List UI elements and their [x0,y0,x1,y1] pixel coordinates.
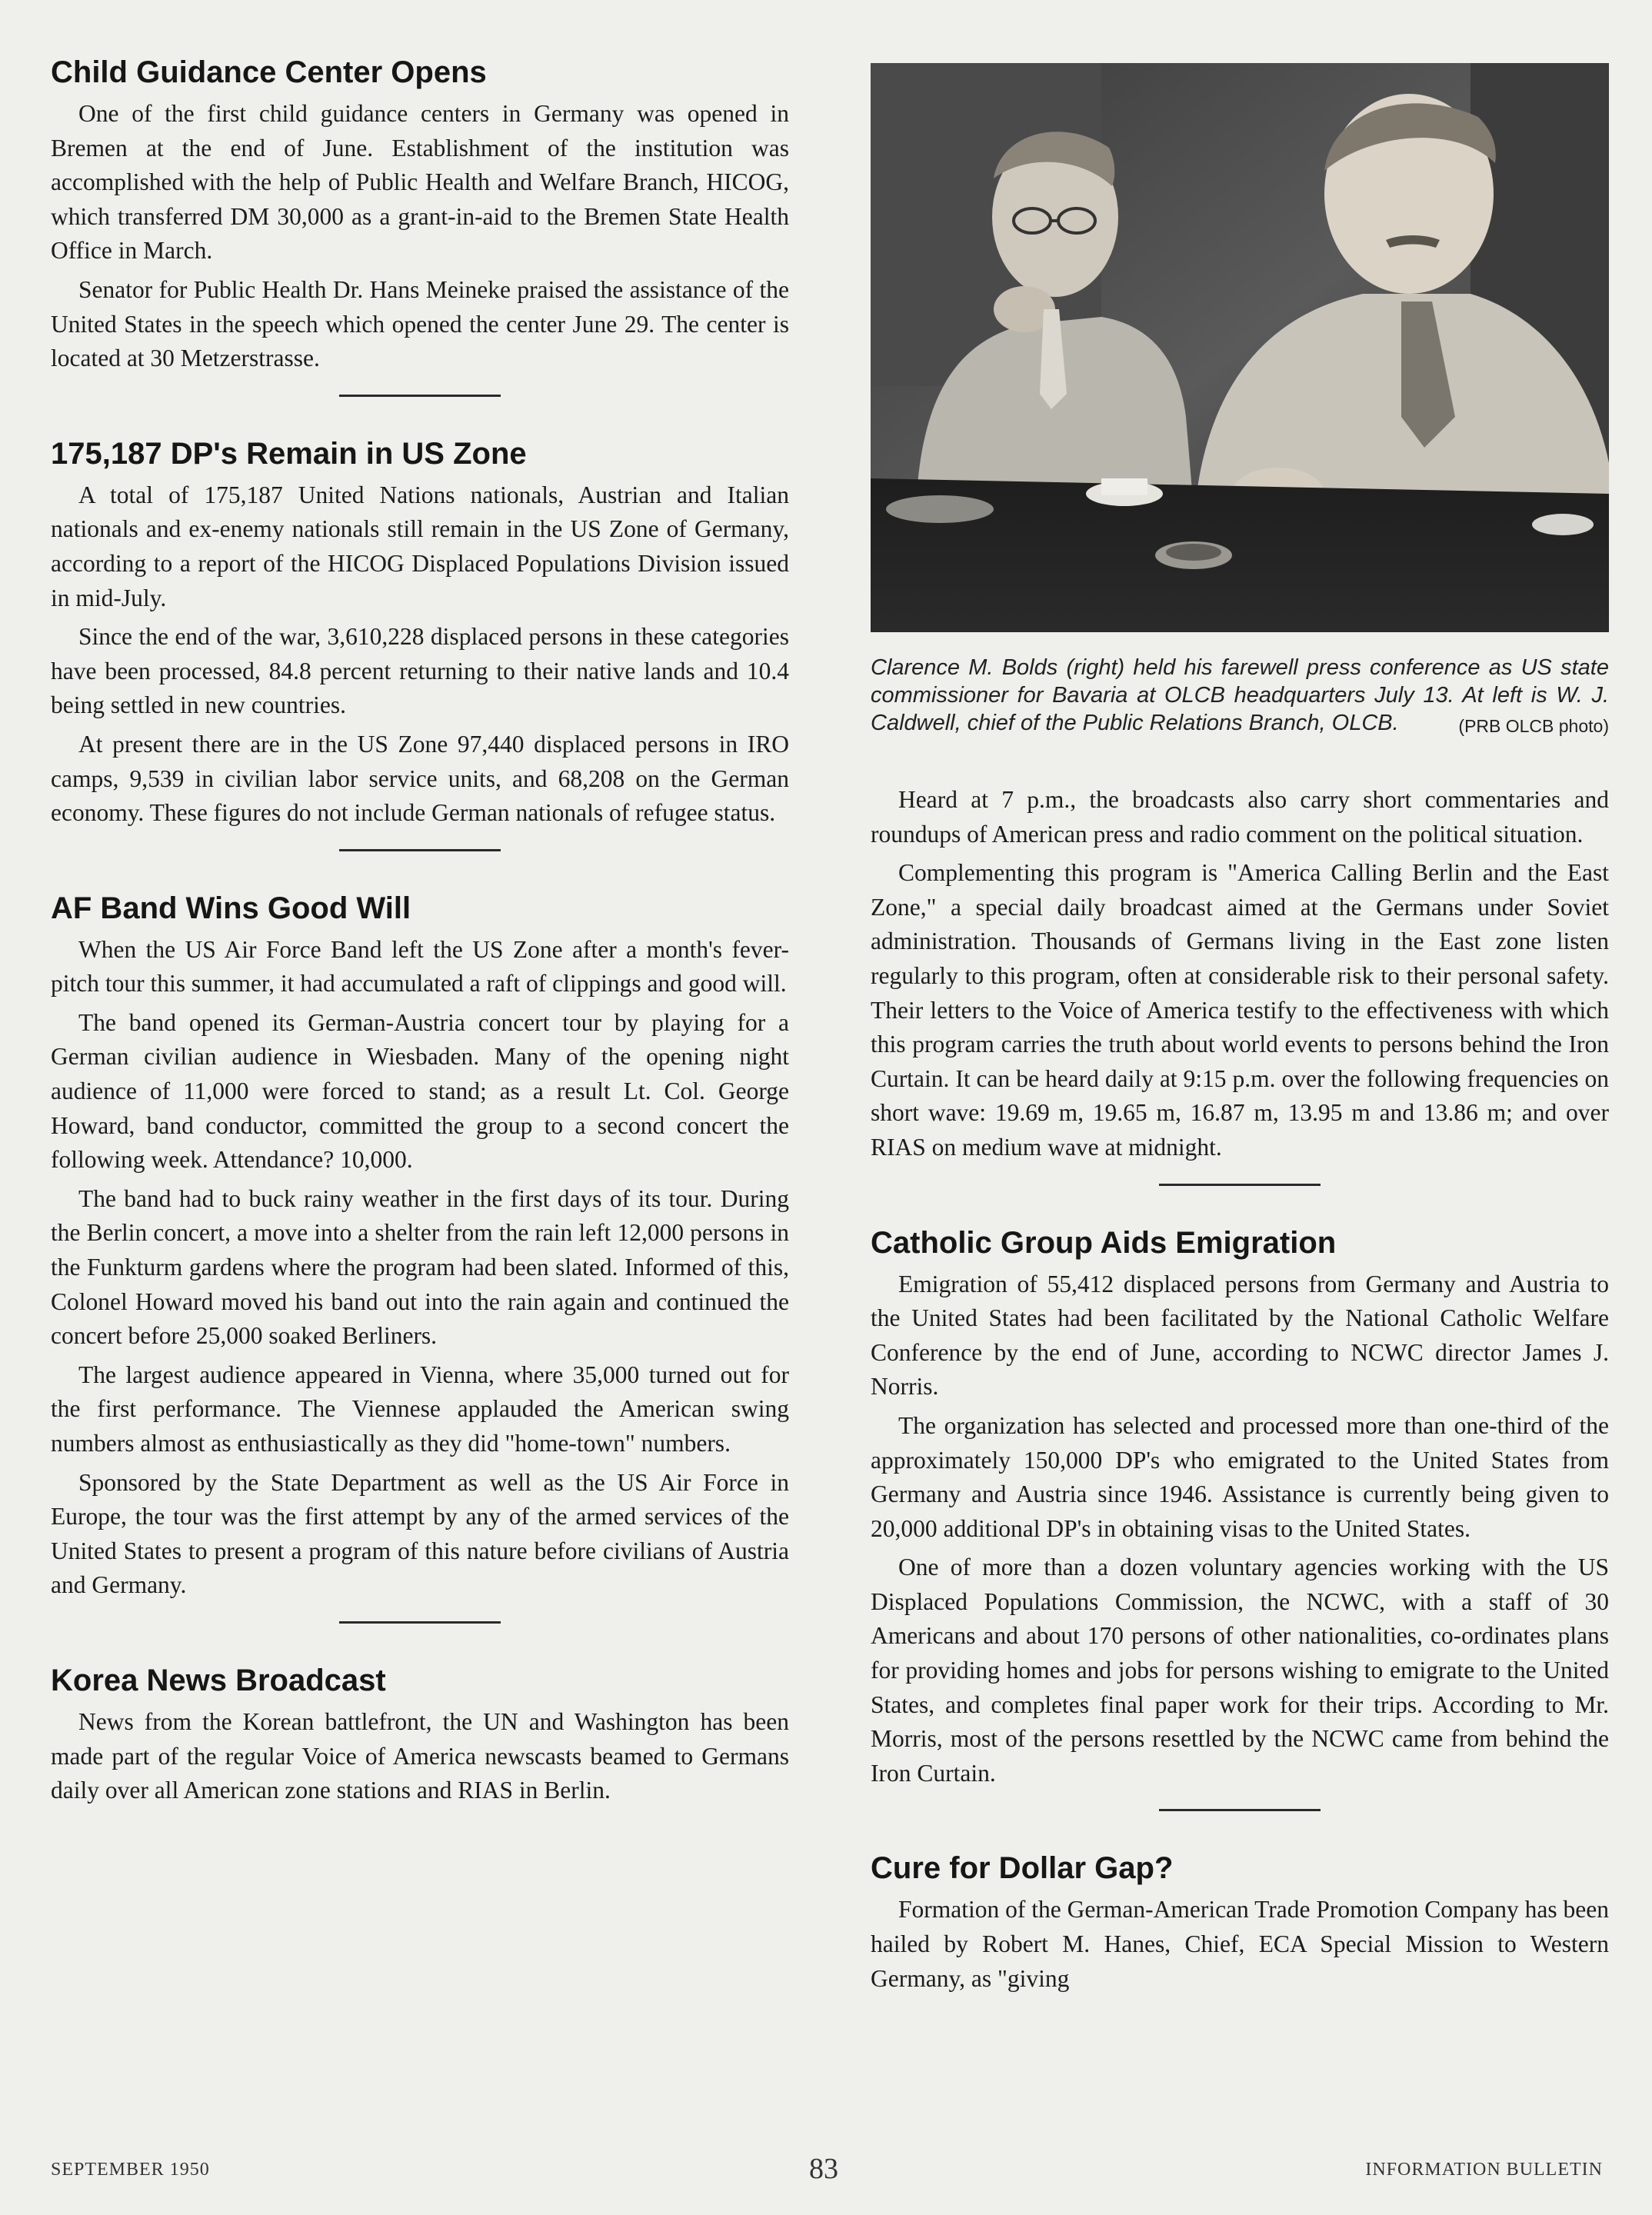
article-paragraph: Emigration of 55,412 displaced persons from Germany and Austria to the United States had been facilitated by the National Catholic Welfare Conference by the end of June, according to NCWC director James J. Norris. [871,1270,1609,1401]
page-number: 83 [809,2153,838,2185]
article-title: 175,187 DP's Remain in US Zone [51,436,527,471]
section-divider [339,1621,501,1624]
article-paragraph: A total of 175,187 United Nations nationals, Austrian and Italian nationals and ex-enemy nationals still remain in the US Zone of Germany, according to a report of the HICOG Displaced Populations Division issued in mid-July. [51,481,789,611]
article-paragraph: The band opened its German-Austria concert tour by playing for a German civilian audience in Wiesbaden. Many of the opening night audience of 11,000 were forced to stand; as a result Lt. Col. George Howard, band conductor, committed the group to a second concert the following week. Attendance? 10,000. [51,1008,789,1174]
article-title: Child Guidance Center Opens [51,55,487,89]
photo-caption-text: Clarence M. Bolds (right) held his farewell press conference as US state commissioner for Bavaria at OLCB headquarters July 13. At left is W. J. Caldwell, chief of the Public Relations Branch, OLCB. [871,655,1609,735]
article-catholic-group [871,1223,1609,1791]
article-paragraph: One of the first child guidance centers in Germany was opened in Bremen at the end of June. Establishment of the institution was accomplished with the help of Public Health and Welfare Branch, HICOG, which transferred DM 30,000 as a grant-in-aid to the Bremen State Health Office in March. [51,100,789,265]
article-paragraph: The organization has selected and processed more than one-third of the approximately 150,000 DP's who emigrated to the United States from Germany and Austria since 1946. Assistance is currently being given to 20,000 additional DP's in obtaining visas to the United States. [871,1411,1609,1542]
article-dp-remain [51,434,789,831]
article-paragraph: At present there are in the US Zone 97,440 displaced persons in IRO camps, 9,539 in civilian labor service units, and 68,208 on the German economy. These figures do not include German nationals of refugee status. [51,730,789,827]
article-paragraph: Complementing this program is "America Calling Berlin and the East Zone," a special daily broadcast aimed at the Germans under Soviet administration. Thousands of Germans living in the East zone listen regularly to this program, often at considerable risk to their personal safety. Their letters to the Voice of America testify to the effectiveness with which this program carries the truth about world events to persons behind the Iron Curtain. It can be heard daily at 9:15 p.m. over the following frequencies on short wave: 19.69 m, 19.65 m, 16.87 m, 13.95 m and 13.86 m; and over RIAS on medium wave at midnight. [871,859,1609,1161]
article-title: Catholic Group Aids Emigration [871,1225,1337,1260]
article-title: AF Band Wins Good Will [51,891,411,925]
article-paragraph: Formation of the German-American Trade Promotion Company has been hailed by Robert M. Hanes, Chief, ECA Special Mission to Western Germany, as "giving [871,1896,1609,1992]
photo-illustration [871,63,1609,632]
article-af-band [51,888,789,1603]
article-paragraph: Sponsored by the State Department as well as the US Air Force in Europe, the tour was the first attempt by any of the armed services of the United States to present a program of this nature before civilians of Austria and Germany. [51,1468,789,1599]
article-korea-news [51,1660,789,1808]
section-divider [339,395,501,397]
press-conference-photo [871,63,1609,632]
article-paragraph: One of more than a dozen voluntary agencies working with the US Displaced Populations Commission, the NCWC, with a staff of 30 Americans and about 170 persons of other nationalities, co-ordinates plans for providing homes and jobs for persons wishing to emigrate to the United States, and completes final paper work for their trips. According to Mr. Morris, most of the persons resettled by the NCWC came from behind the Iron Curtain. [871,1554,1609,1787]
article-child-guidance [51,52,789,376]
article-title: Cure for Dollar Gap? [871,1851,1174,1886]
section-divider [1159,1809,1321,1811]
article-paragraph: Since the end of the war, 3,610,228 displaced persons in these categories have been processed, 84.8 percent returning to their native lands and 10.4 being settled in new countries. [51,623,789,719]
article-dollar-gap [871,1848,1609,1996]
left-column [51,52,789,1813]
article-paragraph: The largest audience appeared in Vienna, where 35,000 turned out for the first performance. The Viennese applauded the American swing numbers almost as enthusiastically as they did "home-town" numbers. [51,1361,789,1457]
section-divider [339,849,501,851]
photo-credit: (PRB OLCB photo) [1458,716,1609,736]
right-column [871,57,1609,2000]
photo-caption [871,654,1609,737]
article-continuation [871,783,1609,1165]
article-paragraph: News from the Korean battlefront, the UN and Washington has been made part of the regular Voice of America newscasts beamed to Germans daily over all American zone stations and RIAS in Berlin. [51,1707,789,1804]
article-paragraph: When the US Air Force Band left the US Zone after a month's fever-pitch tour this summer, it had accumulated a raft of clippings and good will. [51,935,789,998]
article-paragraph: Senator for Public Health Dr. Hans Meineke praised the assistance of the United States in the speech which opened the center June 29. The center is located at 30 Metzerstrasse. [51,275,789,372]
footer-publication: INFORMATION BULLETIN [1365,2160,1603,2180]
article-paragraph: Heard at 7 p.m., the broadcasts also carry short commentaries and roundups of American press and radio comment on the political situation. [871,786,1609,848]
article-title: Korea News Broadcast [51,1663,386,1697]
section-divider [1159,1184,1321,1186]
article-paragraph: The band had to buck rainy weather in the first days of its tour. During the Berlin concert, a move into a shelter from the rain left 12,000 persons in the Funkturm gardens where the program had been slated. Informed of this, Colonel Howard moved his band out into the rain again and continued the concert before 25,000 soaked Berliners. [51,1184,789,1350]
footer-date: SEPTEMBER 1950 [51,2160,210,2180]
